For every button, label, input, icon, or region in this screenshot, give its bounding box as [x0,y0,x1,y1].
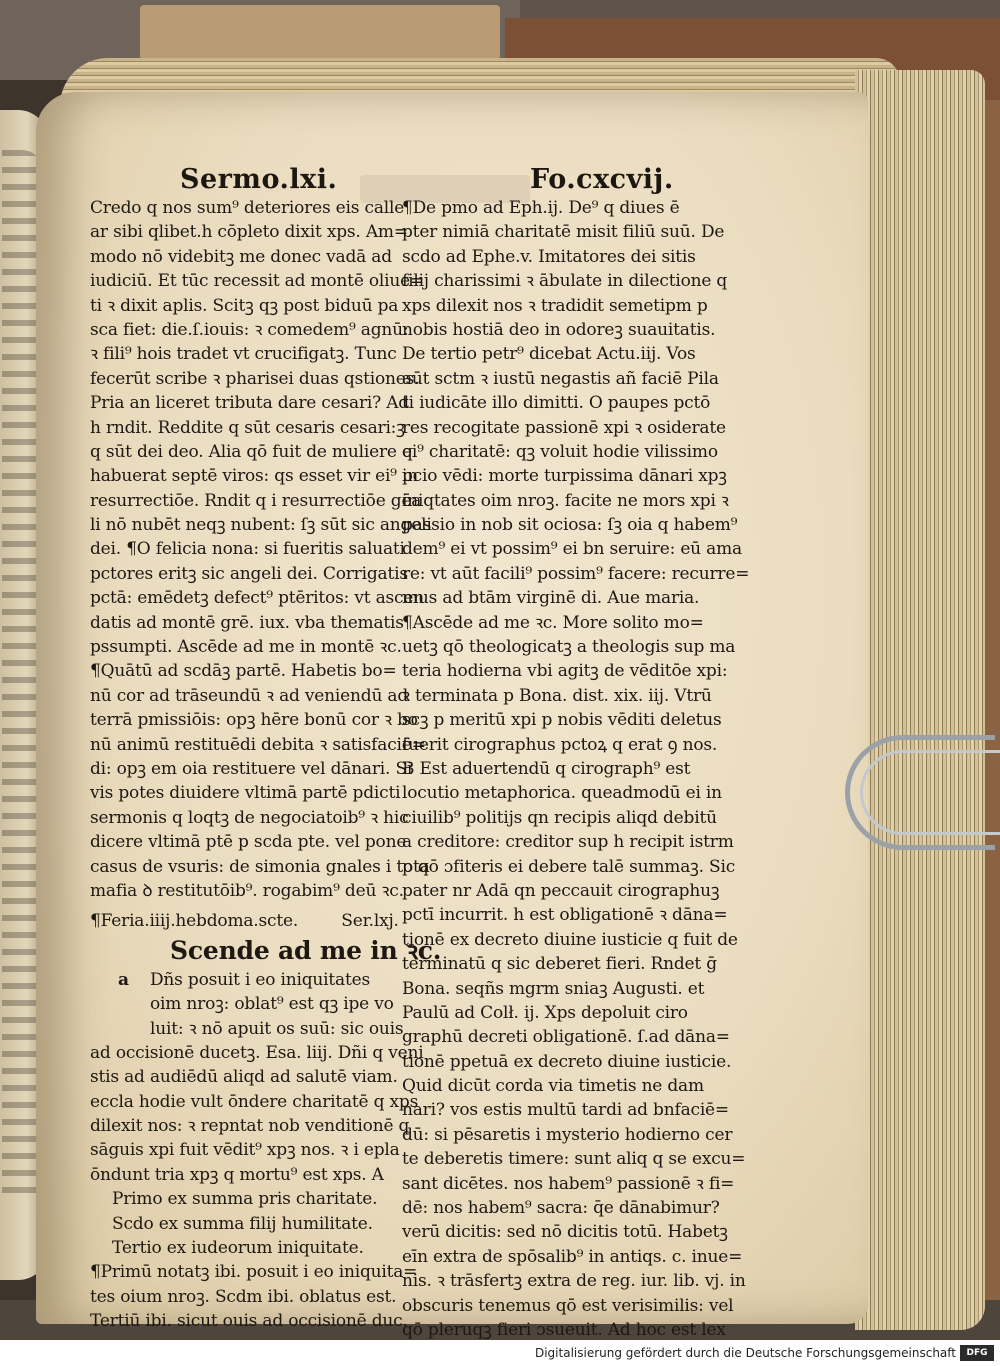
text-line: sca fiet: die.ſ.iouis: ꝛ comedem⁹ agnū: [90,319,409,340]
text-line: luit: ꝛ nō apuit os suū: sic ouis [150,1018,404,1039]
running-head-right: Fo.cxcvij. [530,164,674,195]
text-line: De tertio petr⁹ dicebat Actu.iij. Vos [402,344,696,365]
footer-bar [0,1340,1000,1366]
page-block-fore-edge [855,70,985,1330]
text-line: li nō nubēt neqꝫ nubent: ſꝫ sūt sic angeli [90,515,432,536]
text-line: filij charissimi ꝛ ābulate in dilectione q [402,271,728,292]
text-line: graphū decreti obligationē. ſ.ad dāna= [402,1027,730,1048]
text-line: tionē ppetuā ex decreto diuine iusticie. [402,1051,732,1072]
text-line: datis ad montē grē. iux. vba thematis [90,612,404,633]
text-line: nobis hostiā deo in odoreꝫ suauitatis. [402,319,716,340]
text-line: a creditore: creditor sup h recipit istrm [402,832,734,853]
text-line: Tertio ex iudeorum iniquitate. [112,1238,364,1259]
text-line: Quid dicūt corda via timetis ne dam [402,1076,704,1097]
running-head-left: Sermo.lxi. [180,164,338,195]
text-line: pssumpti. Ascēde ad me in montē ꝛc. [90,637,402,658]
text-line: dei. ¶O felicia nona: si fueritis saluati [90,539,405,560]
text-line: ti iudicāte illo dimitti. O paupes pctō [402,393,711,414]
text-line: mus ad btām virginē di. Aue maria. [402,588,700,609]
text-line: p qō ɔfiteris ei debere talē summaꝫ. Sic [402,856,736,877]
text-line: Dñs posuit i eo iniquitates [150,969,370,990]
text-line: tes oium nroꝫ. Scdm ibi. oblatus est. [90,1286,397,1307]
text-line: ciuilib⁹ politijs qn recipis aliqd debitū [402,807,717,828]
text-line: dilexit nos: ꝛ repntat nob venditionē q [90,1116,410,1137]
text-column-left [90,196,442,1334]
text-line: modo nō videbitꝫ me donec vadā ad [90,246,392,267]
text-line: casus de vsuris: de simonia gnales i tota [90,856,430,877]
feria-line [90,909,399,933]
text-line: h rndit. Reddite q sūt cesaris cesari:ꝫ [90,417,405,438]
text-line: teria hodierna vbi agitꝫ de vēditōe xpi: [402,661,728,682]
text-line: uetꝫ qō theologicatꝫ a theologis sup ma [402,637,736,658]
text-line: Primo ex summa pris charitate. [112,1189,378,1210]
text-line: iniqtates oim nroꝫ. facite ne mors xpi ꝛ [402,490,729,511]
text-line: ꝛ fili⁹ hois tradet vt crucifigatꝫ. Tunc [90,344,397,365]
text-column-right [402,196,750,1340]
text-line: vis potes diuidere vltimā partē pdicti [90,783,401,804]
text-line: sāguis xpi fuit vēdit⁹ xpꝫ nos. ꝛ i epla [90,1140,400,1161]
section-heading: Scende ad me in ꝛc. [170,935,442,965]
text-line: ꝛ terminata p Bona. dist. xix. iij. Vtrū [402,685,712,706]
text-line: nū animū restituēdi debita ꝛ satisfaciē= [90,734,426,755]
text-line: qō pleruqꝫ fieri ɔsueuit. Ad hoc est lex [402,1319,726,1340]
text-line: pctī incurrit. h est obligationē ꝛ dāna= [402,905,728,926]
initial-mark: a [118,969,129,990]
text-line-with-mark [90,968,390,992]
text-line: ¶Quātū ad scdāꝫ partē. Habetis bo= [90,661,397,682]
background-board-top [140,5,500,60]
text-line: ar sibi qlibet.h cōpleto dixit xps. Am= [90,222,408,243]
text-line: resurrectiōe. Rndit q i resurrectiōe gēa [90,490,422,511]
text-line: ¶Ascēde ad me ꝛc. More solito mo= [402,612,704,633]
text-line: eccla hodie vult ōndere charitatē q xps [90,1091,419,1112]
text-line: Scdo ex summa filij humilitate. [112,1213,373,1234]
sermon-number: Ser.lxj. [341,911,399,932]
text-line: ad occisionē ducetꝫ. Esa. liij. Dñi q veni [90,1042,424,1063]
text-line: terminatū q sic deberet fieri. Rndet ḡ [402,954,717,975]
dfg-logo: DFG [960,1345,994,1361]
page-clip-inner [860,750,1000,835]
text-line: sermonis q loqtꝫ de negociatoib⁹ ꝛ hic [90,807,409,828]
text-line: stis ad audiēdū aliqd ad salutē viam. [90,1067,398,1088]
text-line: Pria an liceret tributa dare cesari? Ad [90,393,409,414]
text-line: dū: si pēsaretis i mysterio hodierno cer [402,1124,733,1145]
text-line: Bona. seqñs mgrm sniaꝫ Augusti. et [402,978,705,999]
text-line: di: opꝫ em oia restituere vel dānari. Si [90,758,413,779]
text-line: ti ꝛ dixit aplis. Scitꝫ qꝫ post biduū pa [90,295,399,316]
text-line: dē: nos habem⁹ sacra: q̄e dānabimur? [402,1198,720,1219]
text-line: pater nr Adā qn peccauit cirographuꝫ [402,880,720,901]
text-line: fuerit cirographus pctoꝝ q erat ꝯ nos. [402,734,718,755]
text-line: dicere vltimā ptē p scda pte. vel pone [90,832,407,853]
text-line: mafia ꝺ restitutōib⁹. rogabim⁹ deū ꝛc. [90,880,404,901]
text-line: pctā: emēdetꝫ defect⁹ ptēritos: vt ascen [90,588,424,609]
text-line: Paulū ad Colł. ij. Xps depoluit ciro [402,1002,688,1023]
text-line: ōndunt tria xpꝫ q mortu⁹ est xps. A [90,1164,384,1185]
text-line: nū cor ad trāseundū ꝛ ad veniendū ad [90,685,409,706]
text-line: locutio metaphorica. queadmodū ei in [402,783,722,804]
text-line: habuerat septē viros: qs esset vir ei⁹ in [90,466,418,487]
text-line: Credo q nos sum⁹ deteriores eis calle [90,198,405,218]
text-line: pctores eritꝫ sic angeli dei. Corrigatis [90,563,408,584]
text-line: pter nimiā charitatē misit filiū suū. De [402,222,725,243]
text-line: passio in nob sit ociosa: ſꝫ oia q habem⁹ [402,515,738,536]
text-line: ei⁹ charitatē: qꝫ voluit hodie vilissimo [402,441,718,462]
text-line: B Est aduertendū q cirograph⁹ est [402,758,691,779]
text-line: eīn extra de spōsalib⁹ in antiqs. c. inue= [402,1246,743,1267]
text-line: oim nroꝫ: oblat⁹ est qꝫ ipe vo [150,994,394,1015]
text-line: scdo ad Ephe.v. Imitatores dei sitis [402,246,696,267]
text-line: scꝫ p meritū xpi p nobis vēditi deletus [402,710,722,731]
text-line: fecerūt scribe ꝛ pharisei duas qstiones. [90,368,420,389]
text-line: nari? vos estis multū tardi ad bnfaciē= [402,1100,729,1121]
text-line: dem⁹ ei vt possim⁹ ei bn seruire: eū ama [402,539,742,560]
text-line: terrā pmissiōis: opꝫ hēre bonū cor ꝛ bo [90,710,418,731]
text-line: ¶De pmo ad Eph.ij. De⁹ q diues ē [402,198,680,218]
text-line: verū dicitis: sed nō dicitis totū. Habetꝫ [402,1222,728,1243]
text-line: Tertiū ibi. sicut ouis ad occisionē duc. [90,1311,408,1332]
text-line: ¶Primū notatꝫ ibi. posuit i eo iniquita= [90,1262,418,1283]
text-line: te deberetis timere: sunt aliq q se excu= [402,1149,746,1170]
text-line: q sūt dei deo. Alia qō fuit de muliere q [90,441,413,462]
text-line: obscuris tenemus qō est verisimilis: vel [402,1295,734,1316]
text-line: xps dilexit nos ꝛ tradidit semetipm p [402,295,708,316]
text-line: tionē ex decreto diuine iusticie q fuit de [402,929,738,950]
text-line: aūt sctm ꝛ iustū negastis añ faciē Pila [402,368,719,389]
text-line: res recogitate passionē xpi ꝛ osiderate [402,417,726,438]
footer-credit: Digitalisierung gefördert durch die Deutsche Forschungsgemeinschaft [534,1346,956,1360]
text-line: iudiciū. Et tūc recessit ad montē oliue= [90,271,425,292]
feria-title: ¶Feria.iiij.hebdoma.scte. [90,911,299,932]
text-line: pcio vēdi: morte turpissima dānari xpꝫ [402,466,727,487]
text-line: sant dicētes. nos habem⁹ passionē ꝛ fi= [402,1173,735,1194]
text-line: nis. ꝛ trāsfertꝫ extra de reg. iur. lib. vj. in [402,1271,746,1292]
text-line: re: vt aūt facili⁹ possim⁹ facere: recurre= [402,563,750,584]
